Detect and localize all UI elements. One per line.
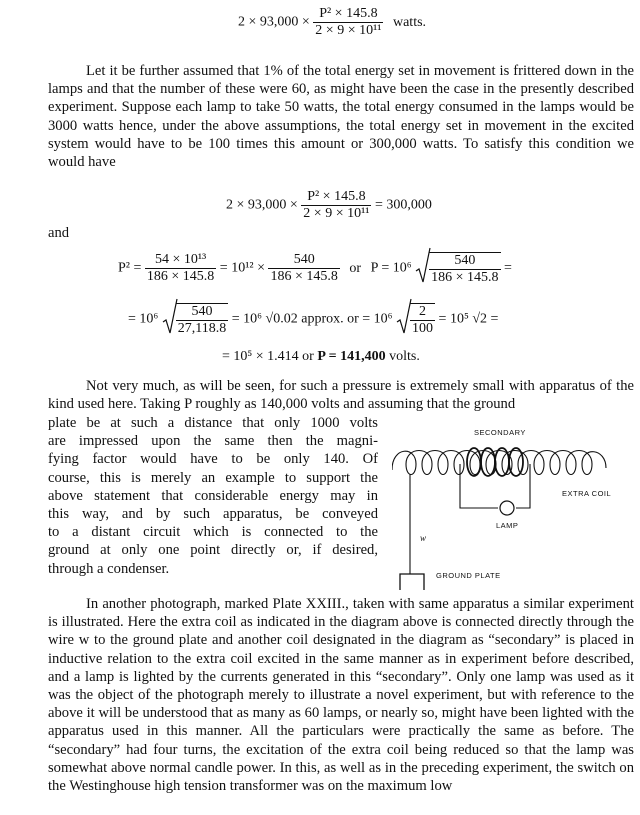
- paragraph-pressure-wrapped: plate be at such a distance that only 1000 volts are impressed upon the same then the magni- fying factor would have to be only 140. Of course, this is merely an example to support the above statement that considerable energy may in this way, and by such apparatus, be conveyed to a distant circuit which is connected to the ground at only one point directly or, if desired, through a condenser.: [48, 415, 378, 577]
- and-label: and: [48, 225, 70, 241]
- label-secondary: SECONDARY: [474, 428, 526, 437]
- equation-energy-equals: 2 × 93,000 × $\frac{\text{P² × 145.8}}{\text{2 × 9 × 10¹¹}}$ = 300,000: [226, 189, 432, 221]
- ground-plate-icon: [400, 574, 424, 590]
- eq-lead: 2 × 93,000 ×: [238, 14, 310, 30]
- equation-result: = 10⁵ × 1.414 or P = 141,400 volts.: [222, 349, 420, 364]
- label-lamp: LAMP: [496, 521, 519, 530]
- equation-p-squared: P² = $\frac{\text{54 × 10¹³}}{186 \times 145.8}$ = 10¹² × $\frac{540}{186 \times 145.8}$ or P = 10⁶ $\frac{540}{186 \times 145.8}$ =: [118, 247, 512, 290]
- equation-energy-top: 2 × 93,000 × $\frac{\text{P² × 145.8}}{\text{2 × 9 × 10¹¹}}$ watts.: [238, 6, 427, 38]
- label-extra-coil: EXTRA COIL: [562, 489, 612, 498]
- coil-diagram-svg: [392, 424, 640, 590]
- coil-circuit-diagram: [392, 424, 640, 590]
- eq-fraction: $\frac{\text{P² × 145.8}}{\text{2 × 9 × 10¹¹}}$: [315, 6, 382, 38]
- paragraph-energy-assumption: Let it be further assumed that 1% of the total energy set in movement is frittered down in the lamps and that the number of these were 60, as might have been the case in the presently described experiment. Suppose each lamp to take 50 watts, the total energy consumed in the lamps would be 3000 watts hence, under the above assumptions, the total energy set in movement in the excited system would have to be 100 times this amount or 300,000 watts. To satisfy this condition we would have: [48, 63, 634, 171]
- label-w: w: [420, 533, 427, 543]
- extra-coil-icon: [392, 451, 606, 475]
- paragraph-pressure-full: Not very much, as will be seen, for such a pressure is extremely small with apparatus of the kind used here. Taking P roughly as 140,000 volts and assuming that the ground: [48, 378, 634, 413]
- lamp-icon: [500, 501, 514, 515]
- label-ground-plate: GROUND PLATE: [436, 571, 501, 580]
- equation-sqrt-approx: = 10⁶ $\frac{540}{27,118.8}$ = 10⁶ √0.02 approx. or = 10⁶ $\frac{2}{100}$ = 10⁵ √2 =: [128, 298, 498, 341]
- paragraph-plate-xxiii: In another photograph, marked Plate XXIII., taken with same apparatus a similar experiment is illustrated. Here the extra coil as indicated in the diagram above is connected directly through the wire w to the ground plate and another coil designated in the diagram as “secondary” is placed in inductive relation to the extra coil excited in the same manner as in experiment before described, and a lamp is lighted by the currents generated in this “secondary”. Only one lamp was used as it was the object of the photograph merely to illustrate a novel experiment, but with reference to the above it will be understood that as many as 60 lamps, or nearly so, might have been lighted with the apparatus used in this manner. All the particulars were practically the same as before. The “secondary” had four turns, the excitation of the extra coil being reduced so that the lamp was somewhat above normal candle power. In this, as well as in the preceding experiment, the switch on the Westinghouse high tension transformer was on the maximum low: [48, 596, 634, 795]
